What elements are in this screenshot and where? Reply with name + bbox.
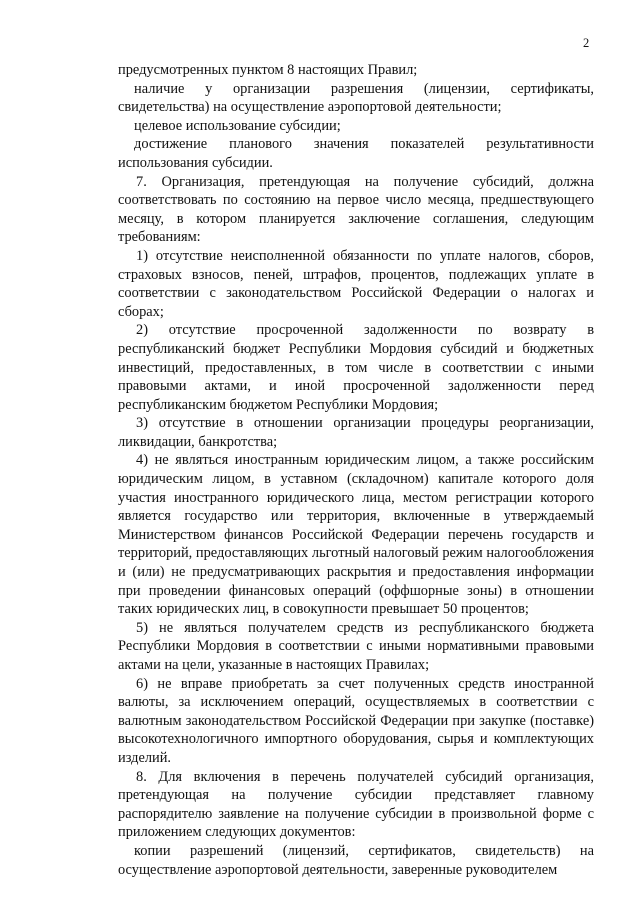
paragraph-requirement-4: 4) не являться иностранным юридическим лицом, а также российским юридическим лицом, в уставном (складочном) капитале которого доля участия иностранного юридического лица, местом регистрации которого является государство или территория, включенные в утверждаемый Министерством финансов Российской Федерации перечень государств и территорий, предоставляющих льготный налоговый режим налогообложения и (или) не предусматривающих раскрытия и предоставления информации при проведении финансовых операций (оффшорные зоны) в отношении таких юридических лиц, в совокупности превышает 50 процентов; [118, 452, 594, 618]
paragraph-requirement-6: 6) не вправе приобретать за счет полученных средств иностранной валюты, за исключением операций, осуществляемых в соответствии с валютным законодательством Российской Федерации при закупке (поставке) высокотехнологичного импортного оборудования, сырья и комплектующих изделий. [118, 675, 594, 766]
paragraph-clause-8: 8. Для включения в перечень получателей субсидий организация, претендующая на получение субсидии представляет главному распорядителю заявление на получение субсидии в произвольной форме с приложением следующих документов: [118, 768, 594, 841]
page-number: 2 [583, 36, 590, 50]
paragraph-continuation: предусмотренных пунктом 8 настоящих Правил; [118, 62, 418, 78]
paragraph-requirement-2: 2) отсутствие просроченной задолженности по возврату в республиканский бюджет Республики Мордовия субсидий и бюджетных инвестиций, предоставленных, в том числе в соответствии с иными правовыми актами, и иной просроченной задолженности перед республиканским бюджетом Республики Мордовия; [118, 322, 594, 413]
paragraph-permit-copies: копии разрешений (лицензий, сертификатов, свидетельств) на осуществление аэропортовой деятельности, заверенные руководителем [118, 842, 594, 878]
paragraph-requirement-3: 3) отсутствие в отношении организации процедуры реорганизации, ликвидации, банкротства; [118, 415, 594, 450]
paragraph-performance-target: достижение планового значения показателей результативности использования субсидии. [118, 136, 594, 171]
document-body [118, 61, 594, 879]
paragraph-permit-requirement: наличие у организации разрешения (лицензии, сертификаты, свидетельства) на осуществление аэропортовой деятельности; [118, 80, 594, 116]
paragraph-target-use: целевое использование субсидии; [134, 117, 341, 134]
paragraph-requirement-5: 5) не являться получателем средств из республиканского бюджета Республики Мордовия в соответствии с иными нормативными правовыми актами на цели, указанные в настоящих Правилах; [118, 619, 594, 673]
paragraph-clause-7: 7. Организация, претендующая на получение субсидий, должна соответствовать по состоянию на первое число месяца, предшествующего месяцу, в котором планируется заключение соглашения, следующим требованиям: [118, 173, 594, 246]
paragraph-requirement-1: 1) отсутствие неисполненной обязанности по уплате налогов, сборов, страховых взносов, пеней, штрафов, процентов, подлежащих уплате в соответствии с законодательством Российской Федерации о налогах и сборах; [118, 247, 594, 320]
